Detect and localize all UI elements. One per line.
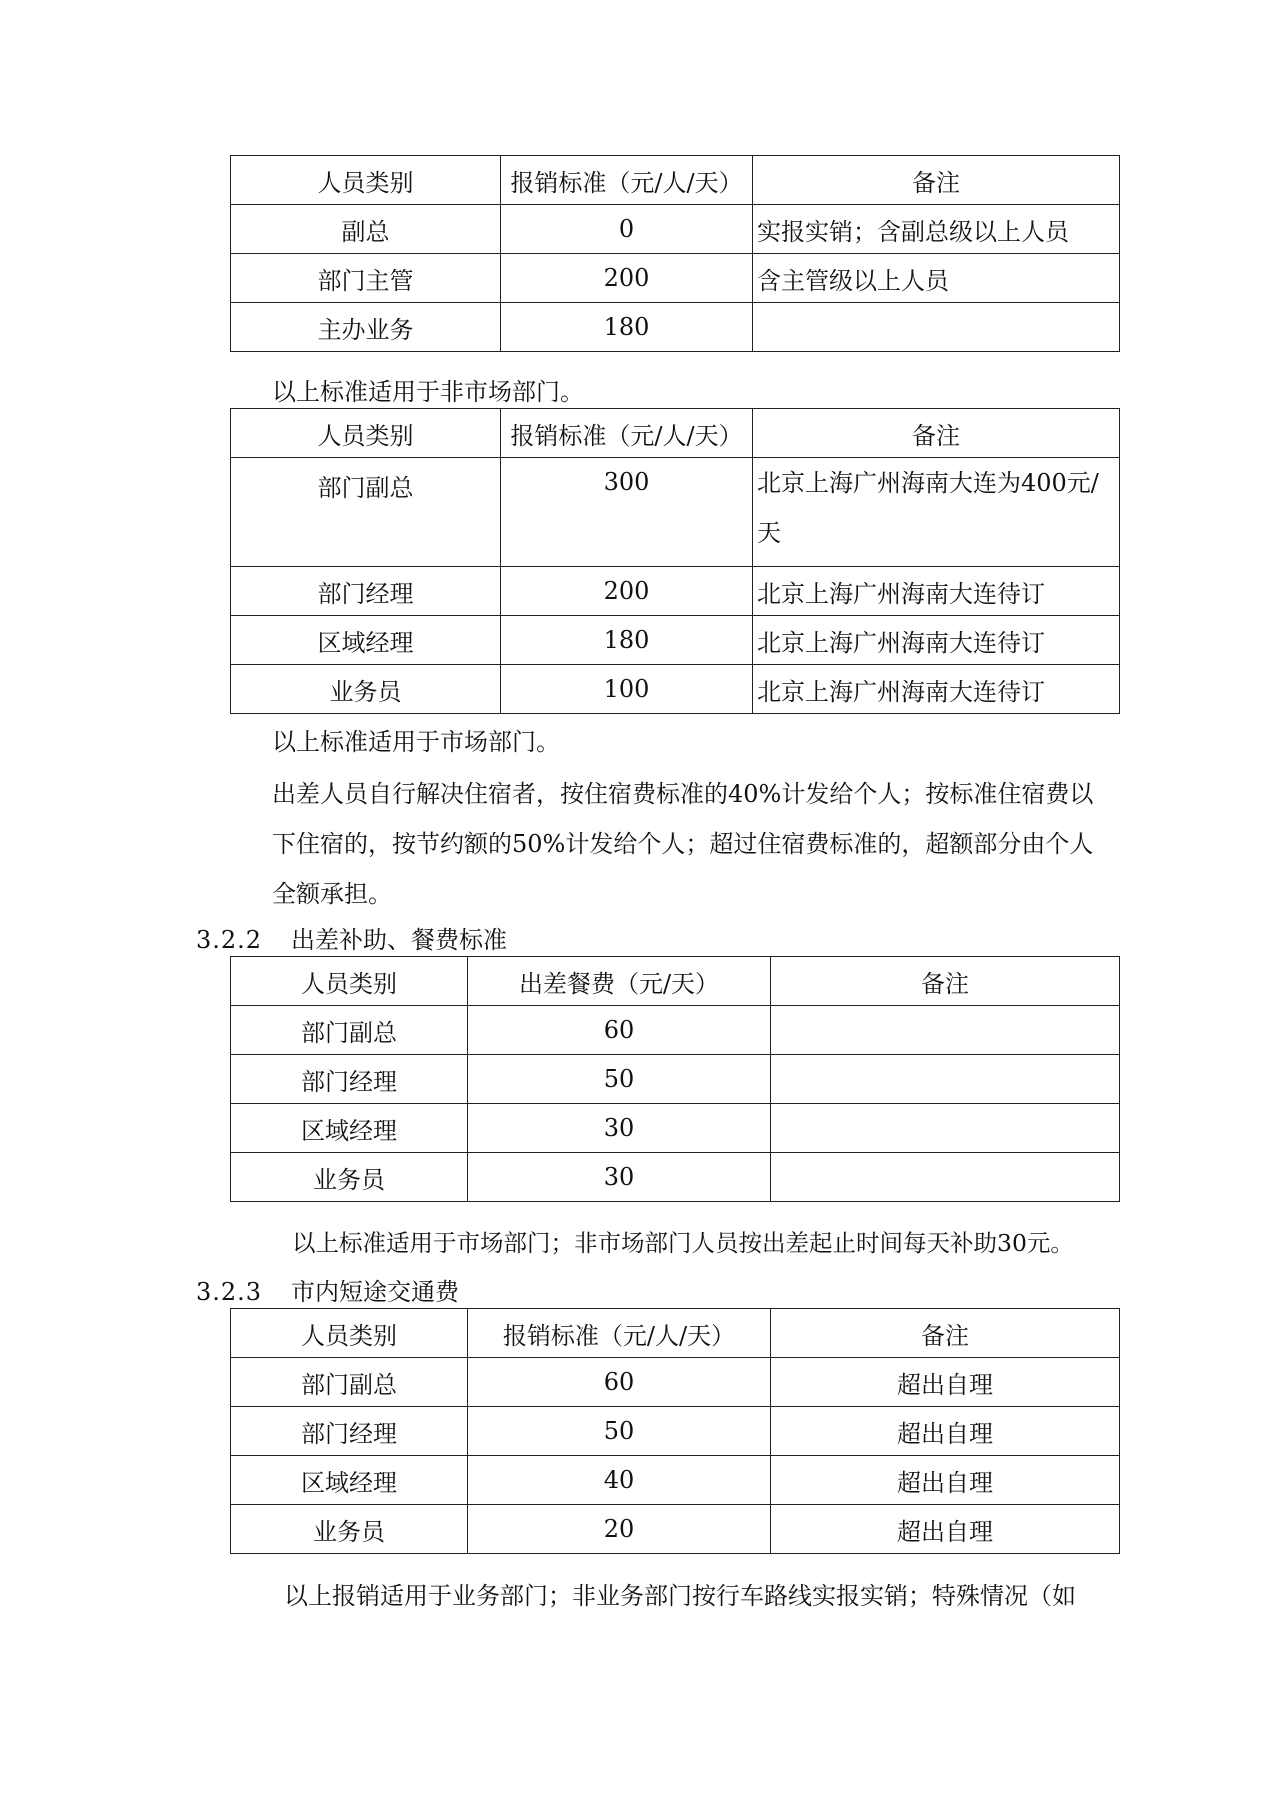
header-cell: 备注 bbox=[753, 409, 1120, 458]
table-cell: 20 bbox=[468, 1505, 771, 1554]
table-cell bbox=[771, 1153, 1120, 1202]
table-cell bbox=[753, 303, 1120, 352]
table-cell: 200 bbox=[501, 567, 753, 616]
local-transport-table bbox=[230, 1308, 1120, 1554]
header-cell: 出差餐费（元/天） bbox=[468, 957, 771, 1006]
table-header-row bbox=[231, 409, 1120, 458]
table-cell: 北京上海广州海南大连为400元/天 bbox=[753, 458, 1120, 567]
table-row bbox=[231, 254, 1120, 303]
note-meal: 以上标准适用于市场部门；非市场部门人员按出差起止时间每天补助30元。 bbox=[292, 1229, 1074, 1257]
table-cell: 部门副总 bbox=[231, 1358, 468, 1407]
header-cell: 人员类别 bbox=[231, 957, 468, 1006]
table-row bbox=[231, 1456, 1120, 1505]
table-cell: 业务员 bbox=[231, 1505, 468, 1554]
table-row bbox=[231, 1407, 1120, 1456]
table-row bbox=[231, 303, 1120, 352]
table-cell: 超出自理 bbox=[771, 1505, 1120, 1554]
header-cell: 报销标准（元/人/天） bbox=[501, 409, 753, 458]
header-cell: 备注 bbox=[771, 1309, 1120, 1358]
table-row bbox=[231, 616, 1120, 665]
table-header-row bbox=[231, 957, 1120, 1006]
paragraph-line: 下住宿的，按节约额的50%计发给个人；超过住宿费标准的，超额部分由个人 bbox=[272, 830, 1094, 858]
section-heading-3-2-2 bbox=[196, 920, 507, 955]
table-cell: 50 bbox=[468, 1055, 771, 1104]
table-cell bbox=[771, 1006, 1120, 1055]
lodging-table-non-market bbox=[230, 155, 1120, 352]
table-cell: 区域经理 bbox=[231, 1104, 468, 1153]
table-row bbox=[231, 1153, 1120, 1202]
table-cell: 超出自理 bbox=[771, 1358, 1120, 1407]
table-cell: 180 bbox=[501, 303, 753, 352]
table-cell: 超出自理 bbox=[771, 1407, 1120, 1456]
table-cell: 业务员 bbox=[231, 665, 501, 714]
table-cell: 0 bbox=[501, 205, 753, 254]
header-cell: 人员类别 bbox=[231, 1309, 468, 1358]
header-cell: 备注 bbox=[771, 957, 1120, 1006]
table-cell: 30 bbox=[468, 1104, 771, 1153]
header-cell: 报销标准（元/人/天） bbox=[468, 1309, 771, 1358]
section-title: 市内短途交通费 bbox=[291, 1278, 459, 1306]
header-cell: 报销标准（元/人/天） bbox=[501, 156, 753, 205]
table-header-row bbox=[231, 1309, 1120, 1358]
table-row bbox=[231, 205, 1120, 254]
table-cell: 200 bbox=[501, 254, 753, 303]
table-cell: 主办业务 bbox=[231, 303, 501, 352]
section-number: 3.2.3 bbox=[196, 1278, 263, 1306]
header-cell: 备注 bbox=[753, 156, 1120, 205]
table-cell: 部门副总 bbox=[231, 1006, 468, 1055]
header-cell: 人员类别 bbox=[231, 156, 501, 205]
table-cell: 部门副总 bbox=[231, 458, 501, 567]
table-cell: 180 bbox=[501, 616, 753, 665]
table-cell: 部门经理 bbox=[231, 567, 501, 616]
table-row bbox=[231, 1006, 1120, 1055]
table-cell: 副总 bbox=[231, 205, 501, 254]
table-cell: 30 bbox=[468, 1153, 771, 1202]
table-cell: 超出自理 bbox=[771, 1456, 1120, 1505]
table-cell: 60 bbox=[468, 1358, 771, 1407]
table-cell: 100 bbox=[501, 665, 753, 714]
meal-allowance-table bbox=[230, 956, 1120, 1202]
table-row bbox=[231, 458, 1120, 567]
note-transport: 以上报销适用于业务部门；非业务部门按行车路线实报实销；特殊情况（如 bbox=[284, 1582, 1076, 1610]
table-cell: 含主管级以上人员 bbox=[753, 254, 1120, 303]
table-row bbox=[231, 665, 1120, 714]
table-cell bbox=[771, 1055, 1120, 1104]
table-cell: 50 bbox=[468, 1407, 771, 1456]
note-market: 以上标准适用于市场部门。 bbox=[272, 728, 560, 756]
header-cell: 人员类别 bbox=[231, 409, 501, 458]
table-row bbox=[231, 1055, 1120, 1104]
table-cell bbox=[771, 1104, 1120, 1153]
table-cell: 部门经理 bbox=[231, 1055, 468, 1104]
section-title: 出差补助、餐费标准 bbox=[291, 926, 507, 954]
table-cell: 北京上海广州海南大连待订 bbox=[753, 665, 1120, 714]
paragraph-line: 全额承担。 bbox=[272, 880, 392, 908]
table-cell: 40 bbox=[468, 1456, 771, 1505]
table-row bbox=[231, 1104, 1120, 1153]
table-cell: 60 bbox=[468, 1006, 771, 1055]
table-cell: 业务员 bbox=[231, 1153, 468, 1202]
table-cell: 实报实销；含副总级以上人员 bbox=[753, 205, 1120, 254]
table-header-row bbox=[231, 156, 1120, 205]
table-cell: 300 bbox=[501, 458, 753, 567]
table-row bbox=[231, 567, 1120, 616]
lodging-table-market bbox=[230, 408, 1120, 714]
section-number: 3.2.2 bbox=[196, 926, 263, 954]
section-heading-3-2-3 bbox=[196, 1272, 459, 1307]
table-cell: 区域经理 bbox=[231, 1456, 468, 1505]
table-cell: 部门经理 bbox=[231, 1407, 468, 1456]
table-row bbox=[231, 1358, 1120, 1407]
note-non-market: 以上标准适用于非市场部门。 bbox=[272, 378, 584, 406]
table-cell: 北京上海广州海南大连待订 bbox=[753, 616, 1120, 665]
table-row bbox=[231, 1505, 1120, 1554]
table-cell: 部门主管 bbox=[231, 254, 501, 303]
table-cell: 北京上海广州海南大连待订 bbox=[753, 567, 1120, 616]
table-cell: 区域经理 bbox=[231, 616, 501, 665]
paragraph-line: 出差人员自行解决住宿者，按住宿费标准的40%计发给个人；按标准住宿费以 bbox=[272, 780, 1094, 808]
